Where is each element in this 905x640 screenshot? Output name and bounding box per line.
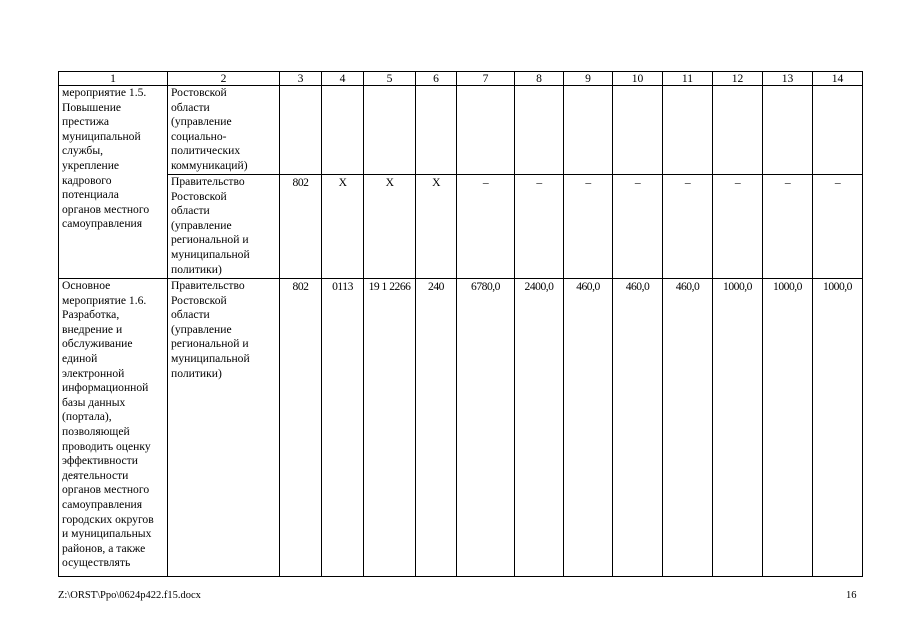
value-cell: 802 (280, 279, 322, 577)
value-cell: – (713, 175, 763, 279)
column-number: 13 (763, 72, 813, 86)
value-cell: 460,0 (663, 279, 713, 577)
page-number: 16 (846, 590, 857, 601)
column-number: 10 (613, 72, 663, 86)
value-cell: – (663, 175, 713, 279)
table-row (59, 175, 863, 279)
column-number: 1 (59, 72, 168, 86)
table-row (59, 86, 863, 175)
column-number: 3 (280, 72, 322, 86)
program-table (58, 71, 863, 577)
column-number: 11 (663, 72, 713, 86)
column-number: 14 (813, 72, 863, 86)
value-cell: 1000,0 (713, 279, 763, 577)
value-cell: – (564, 175, 613, 279)
header-row (59, 72, 863, 86)
value-cell: 802 (280, 175, 322, 279)
value-cell: 6780,0 (457, 279, 515, 577)
value-cell: X (416, 175, 457, 279)
column-number: 2 (168, 72, 280, 86)
column-number: 4 (322, 72, 364, 86)
executor-cell: Правительство Ростовской области (управление региональной и муниципальной политики) (168, 175, 280, 279)
value-cell: – (613, 175, 663, 279)
column-number: 5 (364, 72, 416, 86)
column-number: 9 (564, 72, 613, 86)
value-cell: – (813, 175, 863, 279)
executor-cell: Ростовской области (управление социально- политических коммуникаций) (168, 86, 280, 175)
value-cell: 2400,0 (515, 279, 564, 577)
column-number: 6 (416, 72, 457, 86)
file-path: Z:\ORST\Ppo\0624p422.f15.docx (58, 590, 201, 601)
column-number: 12 (713, 72, 763, 86)
column-number: 7 (457, 72, 515, 86)
measure-name: Основное мероприятие 1.6. Разработка, внедрение и обслуживание единой электронной информационной базы данных (портала), позволяющей проводить оценку эффективности деятельности органов местного самоуправления городских округов и муниципальных районов, а также осуществлять (59, 279, 168, 577)
value-cell: – (763, 175, 813, 279)
value-cell: X (322, 175, 364, 279)
value-cell: 1000,0 (813, 279, 863, 577)
value-cell: 240 (416, 279, 457, 577)
value-cell: – (515, 175, 564, 279)
value-cell: 460,0 (564, 279, 613, 577)
column-number: 8 (515, 72, 564, 86)
value-cell: 1000,0 (763, 279, 813, 577)
table-row (59, 279, 863, 577)
executor-cell: Правительство Ростовской области (управление региональной и муниципальной политики) (168, 279, 280, 577)
measure-name: мероприятие 1.5. Повышение престижа муниципальной службы, укрепление кадрового потенциала органов местного самоуправления (59, 86, 168, 279)
value-cell: 460,0 (613, 279, 663, 577)
value-cell: 0113 (322, 279, 364, 577)
value-cell: – (457, 175, 515, 279)
value-cell: 19 1 2266 (364, 279, 416, 577)
value-cell: X (364, 175, 416, 279)
